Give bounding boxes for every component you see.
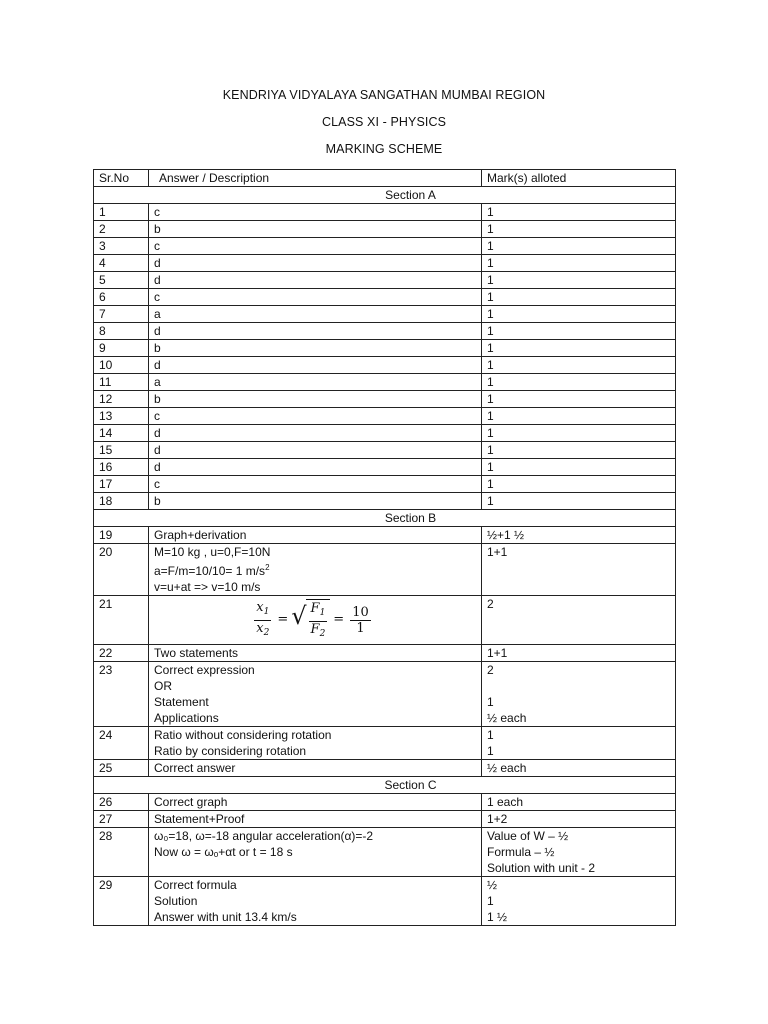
marks-line: Solution with unit - 2	[487, 861, 596, 875]
table-row	[94, 425, 676, 442]
answer-cell: b	[149, 221, 482, 238]
marks-cell: 1	[482, 221, 676, 238]
section-c-body	[94, 777, 676, 926]
sr-no-cell: 13	[94, 408, 149, 425]
x1-symbol: x	[256, 599, 264, 615]
answer-cell: b	[149, 391, 482, 408]
section-row	[94, 187, 676, 204]
answer-cell: c	[149, 204, 482, 221]
marks-cell: 1	[482, 306, 676, 323]
table-row	[94, 459, 676, 476]
table-row	[94, 662, 676, 727]
marks-line: Formula – ½	[487, 845, 555, 859]
answer-cell: Statement+Proof	[149, 811, 482, 828]
table-row	[94, 255, 676, 272]
answer-line: v=u+at => v=10 m/s	[154, 580, 261, 594]
answer-cell: c	[149, 408, 482, 425]
marks-line: ½ each	[487, 711, 527, 725]
section-c-label: Section C	[384, 778, 437, 792]
sr-no-cell: 20	[94, 544, 149, 596]
sr-no-cell: 3	[94, 238, 149, 255]
table-row	[94, 596, 676, 645]
table-row	[94, 645, 676, 662]
school-name-heading: KENDRIYA VIDYALAYA SANGATHAN MUMBAI REGION	[222, 88, 546, 102]
marks-line: 1	[487, 744, 494, 758]
marks-cell: 1	[482, 374, 676, 391]
answer-line: Applications	[154, 711, 219, 725]
table-row	[94, 340, 676, 357]
section-b-body	[94, 510, 676, 777]
column-header-sr-no: Sr.No	[94, 170, 149, 187]
f1-symbol: F	[310, 600, 320, 616]
answer-line: Ratio by considering rotation	[154, 744, 307, 758]
answer-cell: b	[149, 493, 482, 510]
sr-no-cell: 25	[94, 760, 149, 777]
table-row	[94, 272, 676, 289]
marks-line: 1	[487, 728, 494, 742]
answer-cell: b	[149, 340, 482, 357]
answer-cell: Correct graph	[149, 794, 482, 811]
sr-no-cell: 27	[94, 811, 149, 828]
section-b-heading	[94, 510, 676, 527]
answer-line: Solution	[154, 894, 198, 908]
subscript: 2	[319, 628, 326, 639]
answer-cell: d	[149, 323, 482, 340]
section-a-body	[94, 187, 676, 510]
table-row	[94, 760, 676, 777]
marks-line: Value of W – ½	[487, 829, 569, 843]
marks-cell: 1 each	[482, 794, 676, 811]
marks-cell: 1	[482, 425, 676, 442]
sr-no-cell: 6	[94, 289, 149, 306]
force-ratio	[309, 601, 328, 642]
marks-cell	[482, 828, 676, 877]
answer-cell: c	[149, 476, 482, 493]
answer-cell	[149, 662, 482, 727]
sr-no-cell: 24	[94, 727, 149, 760]
marks-line: ½	[487, 878, 498, 892]
sr-no-cell: 28	[94, 828, 149, 877]
table-row	[94, 794, 676, 811]
answer-cell: d	[149, 459, 482, 476]
sr-no-cell: 12	[94, 391, 149, 408]
marks-cell	[482, 662, 676, 727]
table-row	[94, 527, 676, 544]
table-row	[94, 544, 676, 596]
marks-cell: 1	[482, 289, 676, 306]
displacement-ratio	[254, 600, 271, 641]
marks-cell: 1+1	[482, 544, 676, 596]
answer-cell: d	[149, 442, 482, 459]
square-root	[291, 599, 330, 642]
marks-cell: 1	[482, 476, 676, 493]
marks-cell: 1	[482, 408, 676, 425]
marks-cell	[482, 877, 676, 926]
answer-line	[154, 560, 476, 579]
marks-cell: 1	[482, 493, 676, 510]
table-row	[94, 828, 676, 877]
answer-cell	[149, 596, 482, 645]
marks-cell: 1	[482, 459, 676, 476]
denominator: 1	[356, 620, 365, 636]
sr-no-cell: 10	[94, 357, 149, 374]
answer-cell	[149, 828, 482, 877]
answer-cell: a	[149, 374, 482, 391]
table-row	[94, 408, 676, 425]
sr-no-cell: 5	[94, 272, 149, 289]
marks-cell: 1	[482, 357, 676, 374]
section-a-label: Section A	[385, 188, 436, 202]
numerator: 10	[352, 604, 369, 620]
sr-no-cell: 4	[94, 255, 149, 272]
sr-no-cell: 18	[94, 493, 149, 510]
radical-icon: √	[291, 601, 307, 630]
table-row	[94, 442, 676, 459]
answer-cell: Two statements	[149, 645, 482, 662]
table-row	[94, 727, 676, 760]
answer-line: Answer with unit 13.4 km/s	[154, 910, 297, 924]
sr-no-cell: 23	[94, 662, 149, 727]
table-row	[94, 221, 676, 238]
x2-symbol: x	[256, 620, 264, 636]
table-row	[94, 877, 676, 926]
section-row	[94, 777, 676, 794]
sr-no-cell: 14	[94, 425, 149, 442]
sr-no-cell: 22	[94, 645, 149, 662]
answer-line: M=10 kg , u=0,F=10N	[154, 545, 271, 559]
ratio-formula	[149, 600, 476, 640]
subscript: 1	[263, 606, 270, 617]
table-row	[94, 357, 676, 374]
marks-cell: 1	[482, 391, 676, 408]
header-row	[94, 170, 676, 187]
class-subject-heading: CLASS XI - PHYSICS	[321, 115, 447, 129]
section-row	[94, 510, 676, 527]
sr-no-cell: 8	[94, 323, 149, 340]
marks-cell: 1+1	[482, 645, 676, 662]
answer-cell: Correct answer	[149, 760, 482, 777]
marks-cell: 1	[482, 323, 676, 340]
answer-line: ω₀=18, ω=-18 angular acceleration(α)=-2	[154, 829, 374, 843]
answer-line: Correct expression	[154, 663, 255, 677]
answer-line: Statement	[154, 695, 209, 709]
answer-line: Now ω = ωₒ+αt or t = 18 s	[154, 845, 293, 859]
marks-cell: 1+2	[482, 811, 676, 828]
table-row	[94, 391, 676, 408]
table-row	[94, 476, 676, 493]
marks-cell: 2	[482, 596, 676, 645]
marks-line: 2	[487, 663, 494, 677]
answer-cell	[149, 544, 482, 596]
answer-cell: Graph+derivation	[149, 527, 482, 544]
answer-cell: c	[149, 289, 482, 306]
answer-line: Ratio without considering rotation	[154, 728, 332, 742]
table-row	[94, 811, 676, 828]
marks-cell: 1	[482, 272, 676, 289]
answer-cell: d	[149, 272, 482, 289]
sr-no-cell: 17	[94, 476, 149, 493]
answer-line: Correct formula	[154, 878, 237, 892]
sr-no-cell: 7	[94, 306, 149, 323]
marks-line: 1 ½	[487, 910, 508, 924]
f2-symbol: F	[310, 621, 320, 637]
marks-cell: 1	[482, 204, 676, 221]
answer-cell: d	[149, 425, 482, 442]
marking-scheme-table	[93, 169, 676, 926]
equals-sign: =	[333, 612, 345, 627]
sr-no-cell: 2	[94, 221, 149, 238]
table-row	[94, 238, 676, 255]
answer-text: a=F/m=10/10= 1 m/s	[154, 564, 266, 578]
sr-no-cell: 26	[94, 794, 149, 811]
table-row	[94, 306, 676, 323]
sr-no-cell: 15	[94, 442, 149, 459]
section-a-heading	[94, 187, 676, 204]
sr-no-cell: 11	[94, 374, 149, 391]
section-b-label: Section B	[384, 511, 437, 525]
subscript: 1	[319, 607, 326, 618]
sr-no-cell: 19	[94, 527, 149, 544]
marks-cell: 1	[482, 340, 676, 357]
sr-no-cell: 9	[94, 340, 149, 357]
sr-no-cell: 21	[94, 596, 149, 645]
document-title: MARKING SCHEME	[325, 142, 443, 156]
answer-line: OR	[154, 679, 172, 693]
sr-no-cell: 29	[94, 877, 149, 926]
answer-cell: c	[149, 238, 482, 255]
marks-line: 1	[487, 894, 494, 908]
section-c-heading	[94, 777, 676, 794]
table-row	[94, 493, 676, 510]
answer-cell: a	[149, 306, 482, 323]
table-row	[94, 323, 676, 340]
equals-sign: =	[277, 612, 289, 627]
marks-cell: ½ each	[482, 760, 676, 777]
marks-cell	[482, 727, 676, 760]
column-header-answer: Answer / Description	[149, 170, 482, 187]
marks-cell: ½+1 ½	[482, 527, 676, 544]
marks-cell: 1	[482, 442, 676, 459]
table-row	[94, 289, 676, 306]
numeric-ratio	[350, 605, 371, 636]
answer-cell	[149, 877, 482, 926]
answer-cell: d	[149, 357, 482, 374]
subscript: 2	[263, 627, 270, 638]
answer-cell: d	[149, 255, 482, 272]
table-row	[94, 374, 676, 391]
table-row	[94, 204, 676, 221]
answer-cell	[149, 727, 482, 760]
superscript: 2	[265, 563, 270, 572]
marks-line	[487, 678, 670, 694]
column-header-marks: Mark(s) alloted	[482, 170, 676, 187]
marks-line: 1	[487, 695, 494, 709]
sr-no-cell: 16	[94, 459, 149, 476]
sr-no-cell: 1	[94, 204, 149, 221]
marks-cell: 1	[482, 238, 676, 255]
marks-cell: 1	[482, 255, 676, 272]
